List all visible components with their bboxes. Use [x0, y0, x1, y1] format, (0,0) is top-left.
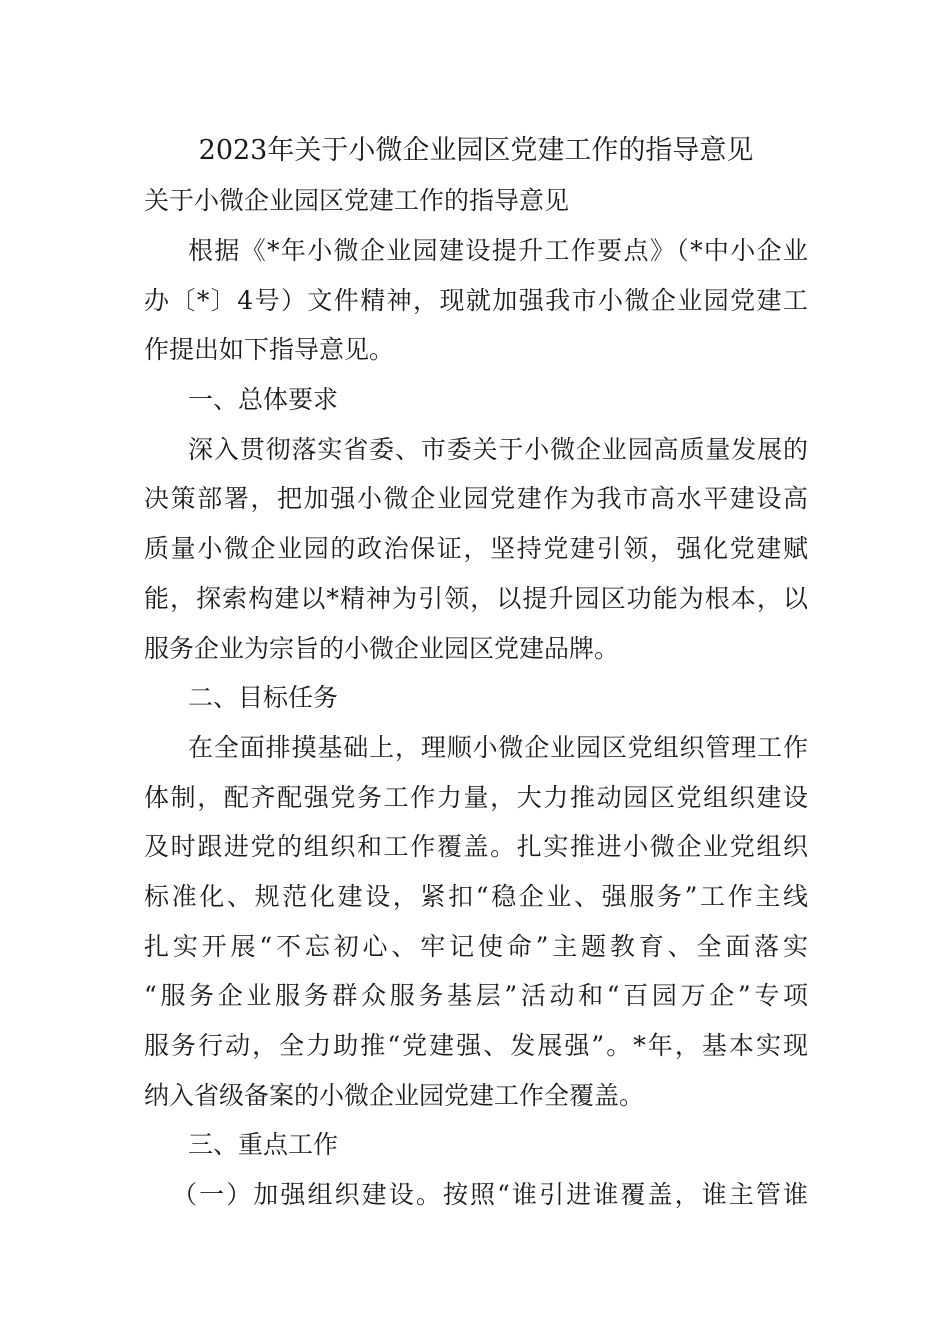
paragraph-line: “服务企业服务群众服务基层”活动和“百园万企”专项	[144, 981, 808, 1011]
paragraph-line: 及时跟进党的组织和工作覆盖。扎实推进小微企业党组织	[144, 832, 808, 862]
paragraph-intro	[144, 226, 808, 375]
heading-text: 一、总体要求	[188, 385, 339, 415]
paragraph-line: 办〔*〕4号）文件精神，现就加强我市小微企业园党建工	[144, 285, 808, 315]
paragraph-line: 标准化、规范化建设，紧扣“稳企业、强服务”工作主线	[144, 881, 808, 911]
document-title: 2023年关于小微企业园区党建工作的指导意见	[198, 135, 754, 166]
paragraph-key-work	[144, 1170, 808, 1220]
paragraph-line: 服务行动，全力助推“党建强、发展强”。*年，基本实现	[144, 1031, 808, 1060]
paragraph-line: 纳入省级备案的小微企业园党建工作全覆盖。	[144, 1080, 645, 1110]
paragraph-goals	[144, 723, 808, 1121]
section-heading-1	[144, 375, 808, 425]
paragraph-line: 服务企业为宗旨的小微企业园区党建品牌。	[144, 633, 620, 663]
paragraph-line: 在全面排摸基础上，理顺小微企业园区党组织管理工作	[188, 732, 808, 762]
paragraph-line: 能，探索构建以*精神为引领，以提升园区功能为根本，以	[144, 583, 808, 613]
paragraph-line: 深入贯彻落实省委、市委关于小微企业园高质量发展的	[188, 434, 808, 464]
section-heading-3	[144, 1120, 808, 1170]
paragraph-line: 质量小微企业园的政治保证，坚持党建引领，强化党建赋	[144, 534, 808, 564]
paragraph-line: 体制，配齐配强党务工作力量，大力推动园区党组织建设	[144, 782, 808, 812]
heading-text: 二、目标任务	[188, 683, 339, 713]
document-subtitle: 关于小微企业园区党建工作的指导意见	[144, 186, 570, 215]
section-heading-2	[144, 673, 808, 723]
paragraph-line: 扎实开展“不忘初心、牢记使命”主题教育、全面落实	[144, 931, 808, 961]
paragraph-line: 根据《*年小微企业园建设提升工作要点》（*中小企业	[188, 236, 808, 265]
paragraph-line: 作提出如下指导意见。	[144, 335, 395, 365]
document-page	[144, 126, 808, 1220]
paragraph-line: （一）加强组织建设。按照“谁引进谁覆盖，谁主管谁	[172, 1180, 808, 1210]
paragraph-general-requirements	[144, 425, 808, 673]
heading-text: 三、重点工作	[188, 1130, 339, 1160]
paragraph-line: 决策部署，把加强小微企业园党建作为我市高水平建设高	[144, 484, 808, 514]
